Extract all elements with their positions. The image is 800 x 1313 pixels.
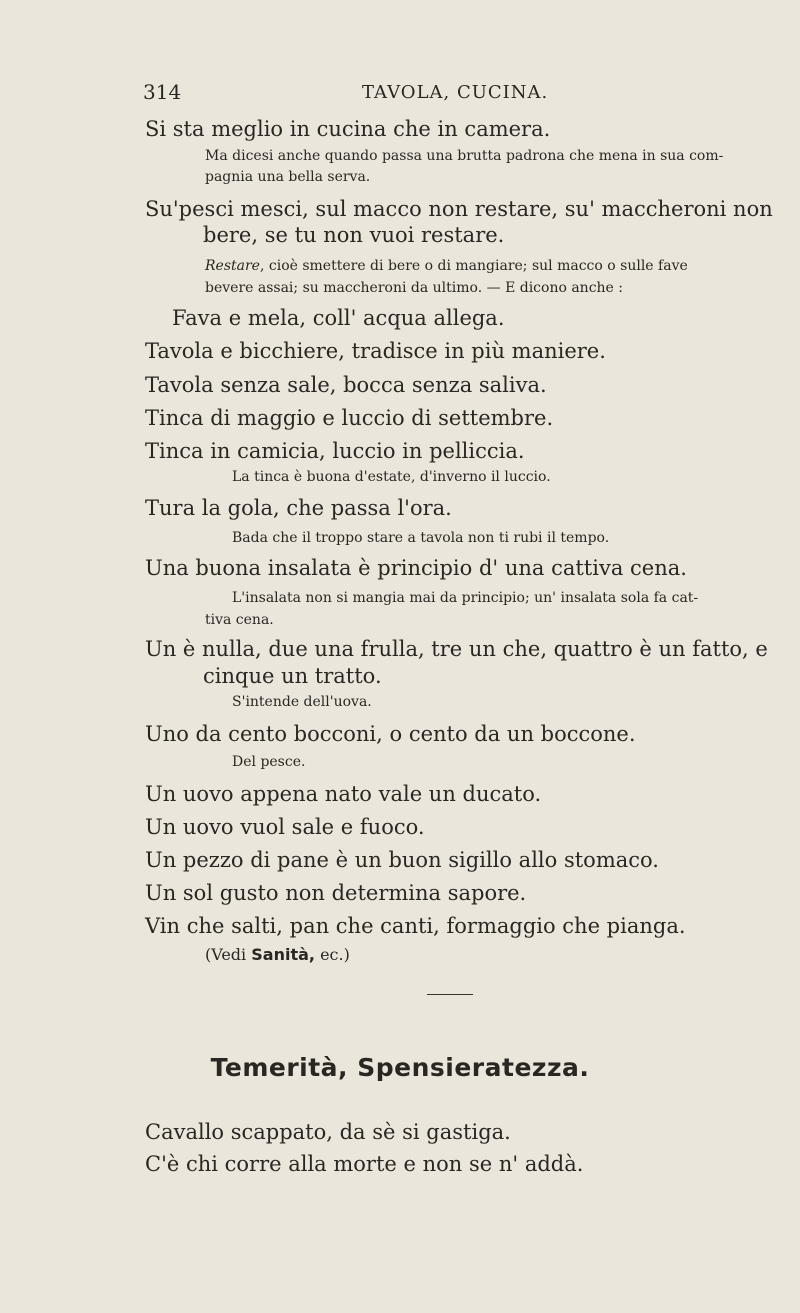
proverb: Tinca di maggio e luccio di settembre. xyxy=(145,406,554,430)
proverb: Un sol gusto non determina sapore. xyxy=(145,881,527,905)
proverb: Tinca in camicia, luccio in pelliccia. xyxy=(145,439,525,463)
proverb: Vin che salti, pan che canti, formaggio che pianga. xyxy=(145,914,686,938)
note: tiva cena. xyxy=(205,612,274,628)
note: L'insalata non si mangia mai da principio; un' insalata sola fa cat- xyxy=(232,590,699,606)
proverb: Cavallo scappato, da sè si gastiga. xyxy=(145,1120,511,1144)
running-title: TAVOLA, CUCINA. xyxy=(362,82,549,103)
proverb: Su'pesci mesci, sul macco non restare, su' maccheroni non xyxy=(145,197,773,221)
section-divider xyxy=(427,994,473,995)
section-heading: Temerità, Spensieratezza. xyxy=(210,1053,590,1082)
proverb: Un è nulla, due una frulla, tre un che, quattro è un fatto, e xyxy=(145,637,768,661)
note: Del pesce. xyxy=(232,754,306,770)
proverb: Fava e mela, coll' acqua allega. xyxy=(172,306,505,330)
proverb: Uno da cento bocconi, o cento da un boccone. xyxy=(145,722,636,746)
note: bevere assai; su maccheroni da ultimo. — E dicono anche : xyxy=(205,280,624,296)
proverb: Un pezzo di pane è un buon sigillo allo stomaco. xyxy=(145,848,659,872)
proverb: Tavola senza sale, bocca senza saliva. xyxy=(145,373,547,397)
page-number: 314 xyxy=(143,80,182,104)
note: Ma dicesi anche quando passa una brutta padrona che mena in sua com- xyxy=(205,148,724,164)
proverb: Tavola e bicchiere, tradisce in più maniere. xyxy=(145,339,606,363)
proverb: C'è chi corre alla morte e non se n' addà. xyxy=(145,1152,584,1176)
proverb: Un uovo appena nato vale un ducato. xyxy=(145,782,542,806)
proverb: Tura la gola, che passa l'ora. xyxy=(145,496,452,520)
note: Bada che il troppo stare a tavola non ti rubi il tempo. xyxy=(232,530,610,546)
note: S'intende dell'uova. xyxy=(232,694,372,710)
note xyxy=(205,258,688,274)
cross-reference-open: (Vedi xyxy=(205,945,247,964)
proverb-continuation: bere, se tu non vuoi restare. xyxy=(203,223,505,247)
cross-reference xyxy=(205,945,350,964)
cross-reference-link: Sanità, xyxy=(251,945,315,964)
note-text: , cioè smettere di bere o di mangiare; sul macco o sulle fave xyxy=(259,258,688,274)
note: La tinca è buona d'estate, d'inverno il luccio. xyxy=(232,469,551,485)
note-term: Restare xyxy=(205,258,260,274)
proverb-continuation: cinque un tratto. xyxy=(203,664,382,688)
cross-reference-close: ec.) xyxy=(320,945,350,964)
proverb: Si sta meglio in cucina che in camera. xyxy=(145,117,551,141)
note: pagnia una bella serva. xyxy=(205,169,371,185)
proverb: Un uovo vuol sale e fuoco. xyxy=(145,815,425,839)
proverb: Una buona insalata è principio d' una cattiva cena. xyxy=(145,556,687,580)
